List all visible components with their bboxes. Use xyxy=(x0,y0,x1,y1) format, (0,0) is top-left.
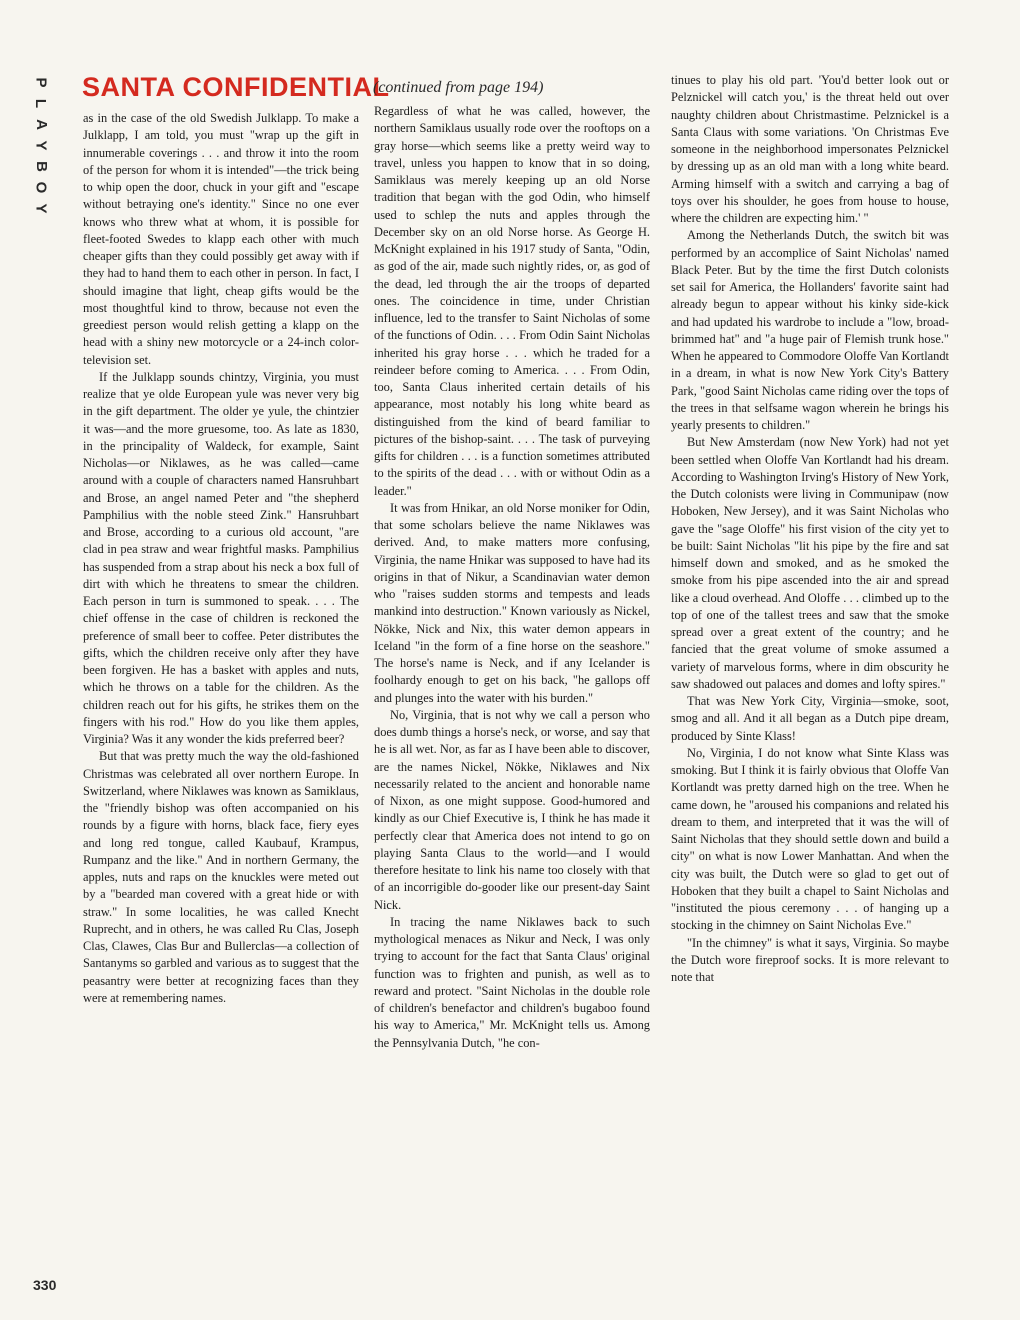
paragraph: Regardless of what he was called, however, the northern Samiklaus usually rode over the rooftops on a gray horse—which seems like a pretty weird way to travel, unless you happen to know that in so doing, Samiklaus was merely keeping up an old Norse tradition that began with the god Odin, who himself used to schlep the nuts and apples through the December sky on an old Norse horse. As George H. McKnight explained in his 1917 study of Santa, "Odin, as god of the air, made such nightly rides, or, as god of the dead, led through the air the troops of departed ones. The coincidence in time, under Christian influence, led to the transfer to Saint Nicholas of some of the functions of Odin. . . . From Odin Saint Nicholas inherited his gray horse . . . which he traded for a reindeer before coming to America. . . . From Odin, too, Santa Claus inherited certain details of his appearance, most notably his long white beard as distinguished from the kind of beard familiar to pictures of the bishop-saint. . . . The task of purveying gifts for children . . . is a function sometimes attributed to the spirits of the dead . . . with or without Odin as a leader." xyxy=(374,104,650,498)
magazine-name-letter: Y xyxy=(32,140,50,151)
magazine-name-letter: O xyxy=(32,181,50,194)
magazine-name-letter: Y xyxy=(32,203,50,214)
continued-from-note: (continued from page 194) xyxy=(373,79,544,96)
paragraph: No, Virginia, I do not know what Sinte Klass was smoking. But I think it is fairly obvious that Oloffe Van Kortlandt was pretty darned high on the tree. When he came down, he "aroused his companions and related his dream to them, and interpreted that it was the will of Saint Nicholas that they should settle down and build a city" on what is now Lower Manhattan. And when the city was built, the Dutch were so glad to get out of Hoboken that they built a chapel to Saint Nicholas and "instituted the pious ceremony . . . of hanging up a stocking in the chimney on Saint Nicholas Eve." xyxy=(671,745,949,933)
paragraph: "In the chimney" is what it says, Virginia. So maybe the Dutch wore fireproof socks. It is more relevant to note that xyxy=(671,935,949,984)
magazine-name-letter: L xyxy=(32,98,50,109)
magazine-name-vertical xyxy=(30,72,52,219)
magazine-name-letter: P xyxy=(32,77,50,88)
paragraph: as in the case of the old Swedish Julklapp. To make a Julklapp, I am told, you must "wrap up the gift in innumerable coverings . . . and throw it into the room of the person for whom it is intended"—the trick being to whip open the door, chuck in your gift and "escape without betraying one's identity." Since no one ever knows who threw what at whom, it is possible for fleet-footed Swedes to klapp each other with much cheaper gifts than they could possibly get away with if they had to hand them to each other in person. In fact, I should imagine that light, cheap gifts would be the most thoughtful kind to throw, because not even the greediest person would relish getting a klapp on the head with a shiny new motorcycle or a 24-inch color-television set. xyxy=(83,111,359,367)
paragraph: It was from Hnikar, an old Norse moniker for Odin, that some scholars believe the name Niklawes was derived. And, to make matters more confusing, Virginia, the name Hnikar was supposed to have had its origins in that of Nikur, a Scandinavian water demon who "raises sudden storms and tempests and leads mankind into destruction." Known variously as Nickel, Nökke, Nick and Nix, this water demon appears in Iceland "in the form of a fine horse on the seashore." The horse's name is Neck, and if any Icelander is foolhardy enough to get on his back, "he gallops off and plunges into the water with his burden." xyxy=(374,500,650,705)
magazine-name-letter: A xyxy=(32,119,50,130)
paragraph: But New Amsterdam (now New York) had not yet been settled when Oloffe Van Kortlandt had his dream. According to Washington Irving's History of New York, the Dutch colonists were living in Communipaw (now Hoboken, New Jersey), and it was Saint Nicholas who gave the "sage Oloffe" his first vision of the city yet to be built: Saint Nicholas "lit his pipe by the fire and sat himself down and smoked, and as he smoked the smoke from his pipe ascended into the air and spread like a cloud overhead. And Oloffe . . . climbed up to the top of one of the tallest trees and saw that the smoke spread over a great extent of the country; and he fancied that the great volume of smoke assumed a variety of marvelous forms, where in dim obscurity he saw shadowed out palaces and domes and lofty spires." xyxy=(671,435,949,691)
paragraph: tinues to play his old part. 'You'd better look out or Pelznickel will catch you,' is the threat held out over naughty children about Christmastime. Pelznickel is a Santa Claus with some variations. 'On Christmas Eve someone in the neighborhood impersonates Pelznickel by dressing up as an old man with a long white beard. Arming himself with a switch and carrying a bag of toys over his shoulder, he goes from house to house, where the children are expecting him.' " xyxy=(671,73,949,225)
paragraph: If the Julklapp sounds chintzy, Virginia, you must realize that ye olde European yule was never very big in the gift department. The older ye yule, the chintzier it was—and the more gruesome, too. As late as 1830, in the principality of Waldeck, for example, Saint Nicholas—or Niklawes, as he was called—came around with a couple of characters named Hansruhbart and Brose, an angel named Peter and "the shepherd Pamphilius with the noble steed Zink." Hansruhbart and Brose, according to a curious old account, "are clad in pea straw and wear frightful masks. Pamphilius has suspended from a strap about his neck a box full of dirt with which he threatens to smear the children. Each person in turn is summoned to speak. . . . The chief offense in the case of children is reckoned the preference of small beer to coffee. Peter distributes the gifts, which the children receive only after they have been forgiven. He has a basket with apples and nuts, which he throws on a table for the children. As the children reach out for his gifts, he strikes them on the fingers with his rod." How do you like them apples, Virginia? Was it any wonder the kids preferred beer? xyxy=(83,369,359,746)
text-column-1 xyxy=(83,110,359,1007)
paragraph: That was New York City, Virginia—smoke, soot, smog and all. And it all began as a Dutch pipe dream, produced by Sinte Klass! xyxy=(671,694,949,743)
text-column-3 xyxy=(671,72,949,986)
page-number: 330 xyxy=(33,1277,57,1293)
article-headline: SANTA CONFIDENTIAL xyxy=(82,72,390,102)
text-column-2 xyxy=(374,103,650,1052)
paragraph: But that was pretty much the way the old-fashioned Christmas was celebrated all over northern Europe. In Switzerland, where Niklawes was known as Samiklaus, the "friendly bishop was often accompanied on his rounds by a figure with horns, black face, fiery eyes and long red tongue, called Kaubauf, Krampus, Rumpanz and the like." And in northern Germany, the apples, nuts and raps on the knuckles were meted out by a "bearded man covered with a great hide or with straw." In some localities, he was called Knecht Ruprecht, and in others, he was called Ru Clas, Joseph Clas, Clawes, Clas Bur and Bullerclas—a collection of Santanyms so garbled and various as to suggest that the peasantry were better at recognizing faces than they were at remembering names. xyxy=(83,749,359,1005)
paragraph: Among the Netherlands Dutch, the switch bit was performed by an accomplice of Saint Nicholas' named Black Peter. But by the time the first Dutch colonists set sail for America, the Hollanders' favorite saint had already begun to appear without his kinky side-kick and had updated his wardrobe to include a "low, broad-brimmed hat" and "a huge pair of Flemish trunk hose." When he appeared to Commodore Oloffe Van Kortlandt in a dream, in what is now New York City's Battery Park, "good Saint Nicholas came riding over the tops of the trees in that selfsame wagon wherein he brings his yearly presents to children." xyxy=(671,228,949,432)
paragraph: No, Virginia, that is not why we call a person who does dumb things a horse's neck, or worse, and say that he is all wet. Nor, as far as I have been able to discover, are the names Nickel, Nökke, Niklawes and Nix necessarily related to the ancient and honorable name of Nixon, as one might suppose. Good-humored and kindly as our Chief Executive is, I think he has made it perfectly clear that America does not intend to go on playing Santa Claus to the world—and I would therefore hesitate to link his name too closely with that of an incorrigible do-gooder like our present-day Saint Nick. xyxy=(374,707,650,912)
paragraph: In tracing the name Niklawes back to such mythological menaces as Nikur and Neck, I was only trying to account for the fact that Santa Claus' original function was to frighten and punish, as well as to reward and protect. "Saint Nicholas in the double role of children's benefactor and children's bugaboo found his way to America," Mr. McKnight tells us. Among the Pennsylvania Dutch, "he con- xyxy=(374,914,650,1050)
magazine-name-letter: B xyxy=(32,161,50,172)
